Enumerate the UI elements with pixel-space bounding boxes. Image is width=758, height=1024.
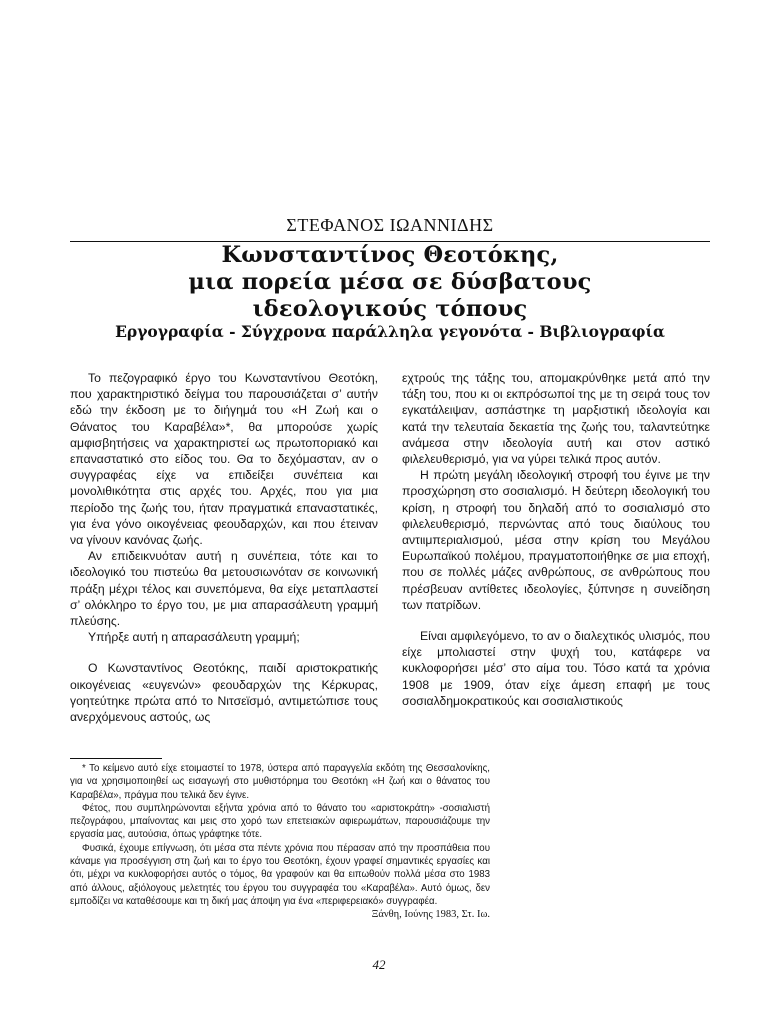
body-columns [70, 370, 710, 750]
footnote-rule [70, 758, 162, 759]
right-paragraph-1: εχτρούς της τάξης του, απομακρύνθηκε μετά από την τάξη του, που κι οι εκπρόσωποί της με τη σειρά τους τον εγκατάλειψαν, ασπάστηκε τη μαρξιστική ιδεολογία και κατά την τελευταία δεκαετία της ζωής του, ταλαντεύτηκε ανάμεσα στην ιδεολογία αυτή και στον αστικό φιλελευθερισμό, για να γύρει τελικά προς αυτόν. [402, 371, 710, 467]
article-title [70, 242, 710, 323]
left-paragraph-4: Ο Κωνσταντίνος Θεοτόκης, παιδί αριστοκρατικής οικογένειας «ευγενών» φεουδαρχών της Κέρκυρας, γοητεύτηκε πρώτα από το Νιτσεϊσμό, αντιμετώπισε τους ανερχόμενους αστούς, ως [70, 661, 378, 725]
right-paragraph-3: Είναι αμφιλεγόμενο, το αν ο διαλεχτικός υλισμός, που είχε μπολιαστεί στην ψυχή του, κατάφερε να κυκλοφορήσει μέσ’ στο αίμα του. Τόσο κατά τα χρόνια 1908 με 1909, όταν είχε άμεση επαφή με τους σοσιαλδημοκρατικούς και σοσιαλιστικούς [402, 629, 710, 708]
title-line-2: μια πορεία μέσα σε δύσβατους [188, 269, 592, 295]
footnote-3: Φυσικά, έχουμε επίγνωση, ότι μέσα στα πέντε χρόνια που πέρασαν από την προσπάθεια που κάναμε για προσέγγιση στη ζωή και το έργο του Θεοτόκη, έχουν γραφεί σημαντικές εργασίες και ότι, μέχρι να κυκλοφορήσει αυτός ο τόμος, θα γραφούν και θα ειπωθούν πολλά μέσα στο 1983 από άλλους, αξιόλογους μελετητές του έργου του συγγραφέα του «Καραβέλα». Αυτό όμως, δεν εμποδίζει να καταθέσουμε και τη δική μας άποψη για ένα «περιφερειακό» συγγραφέα. [70, 842, 490, 907]
footnotes [70, 762, 490, 922]
page-number: 42 [372, 957, 386, 972]
footnote-signature: Ξάνθη, Ιούνης 1983, Στ. Ιω. [371, 909, 490, 921]
right-column [402, 370, 710, 750]
left-paragraph-2: Αν επιδεικνυόταν αυτή η συνέπεια, τότε και το ιδεολογικό του πιστεύω θα μετουσιωνόταν σε κοινωνική πράξη μέχρι τέλος και συνεπόμενα, θα είχε μεταπλαστεί σ’ ολόκληρο το έργο του, με μια απαρασάλευτη γραμμή πλεύσης. [70, 549, 378, 629]
title-line-3: ιδεολογικούς τόπους [252, 296, 528, 322]
left-paragraph-1: Το πεζογραφικό έργο του Κωνσταντίνου Θεοτόκη, που χαρακτηριστικό δείγμα του παρουσιάζεται σ’ αυτήν εδώ την έκδοση με το διήγημά του «Η Ζωή και ο Θάνατος του Καραβέλα»*, θα μπορούσε χωρίς αμφισβητήσεις να χαρακτηριστεί ως πρωτοποριακό και επαναστατικό στο είδος του. Θα το δεχόμασταν, αν ο συγγραφέας είχε να επιδείξει συνέπεια και μονολιθικότητα στις αρχές του. Αρχές, που για μια περίοδο της ζωής του, ήταν πραγματικά επαναστατικές, για ένα γόνο οικογένειας φεουδαρχών, και που έτειναν να γίνουν κανόνας ζωής. [70, 371, 378, 548]
footnote-2: Φέτος, που συμπληρώνονται εξήντα χρόνια από το θάνατο του «αριστοκράτη» -σοσιαλιστή πεζογράφου, μπαίνοντας και μεις στο χορό των επετειακών αφιερωμάτων, παρουσιάζουμε την εργασία μας, αυτούσια, όπως γράφτηκε τότε. [70, 802, 490, 841]
article-subtitle: Εργογραφία - Σύγχρονα παράλληλα γεγονότα - Βιβλιογραφία [115, 322, 665, 341]
left-paragraph-3: Υπήρξε αυτή η απαρασάλευτη γραμμή; [88, 630, 300, 645]
title-line-1: Κωνσταντίνος Θεοτόκης, [221, 242, 559, 268]
left-column [70, 370, 378, 750]
right-paragraph-2: Η πρώτη μεγάλη ιδεολογική στροφή του έγινε με την προσχώρηση στο σοσιαλισμό. Η δεύτερη ιδεολογική του κρίση, η στροφή του δηλαδή από το σοσιαλισμό στο φιλελευθερισμό, περνώντας από τους διαύλους του αντιιμπεριαλισμού, μέσα στην κρίση του Μεγάλου Ευρωπαϊκού πολέμου, πραγματοποιήθηκε σε μια εποχή, που σε πολλές μάζες ανθρώπους, σε ανθρώπους που πρέσβευαν αντίθετες ιδεολογίες, ξύπνησε η συνείδηση των πατρίδων. [402, 468, 710, 612]
footnote-1: * Το κείμενο αυτό είχε ετοιμαστεί το 1978, ύστερα από παραγγελία εκδότη της Θεσσαλονίκης, για να χρησιμοποιηθεί ως εισαγωγή στο μυθιστόρημα του Θεοτόκη «Η ζωή και ο θάνατος του Καραβέλα», πράγμα που τελικά δεν έγινε. [70, 763, 490, 801]
author-byline: ΣΤΕΦΑΝΟΣ ΙΩΑΝΝΙΔΗΣ [286, 215, 494, 235]
